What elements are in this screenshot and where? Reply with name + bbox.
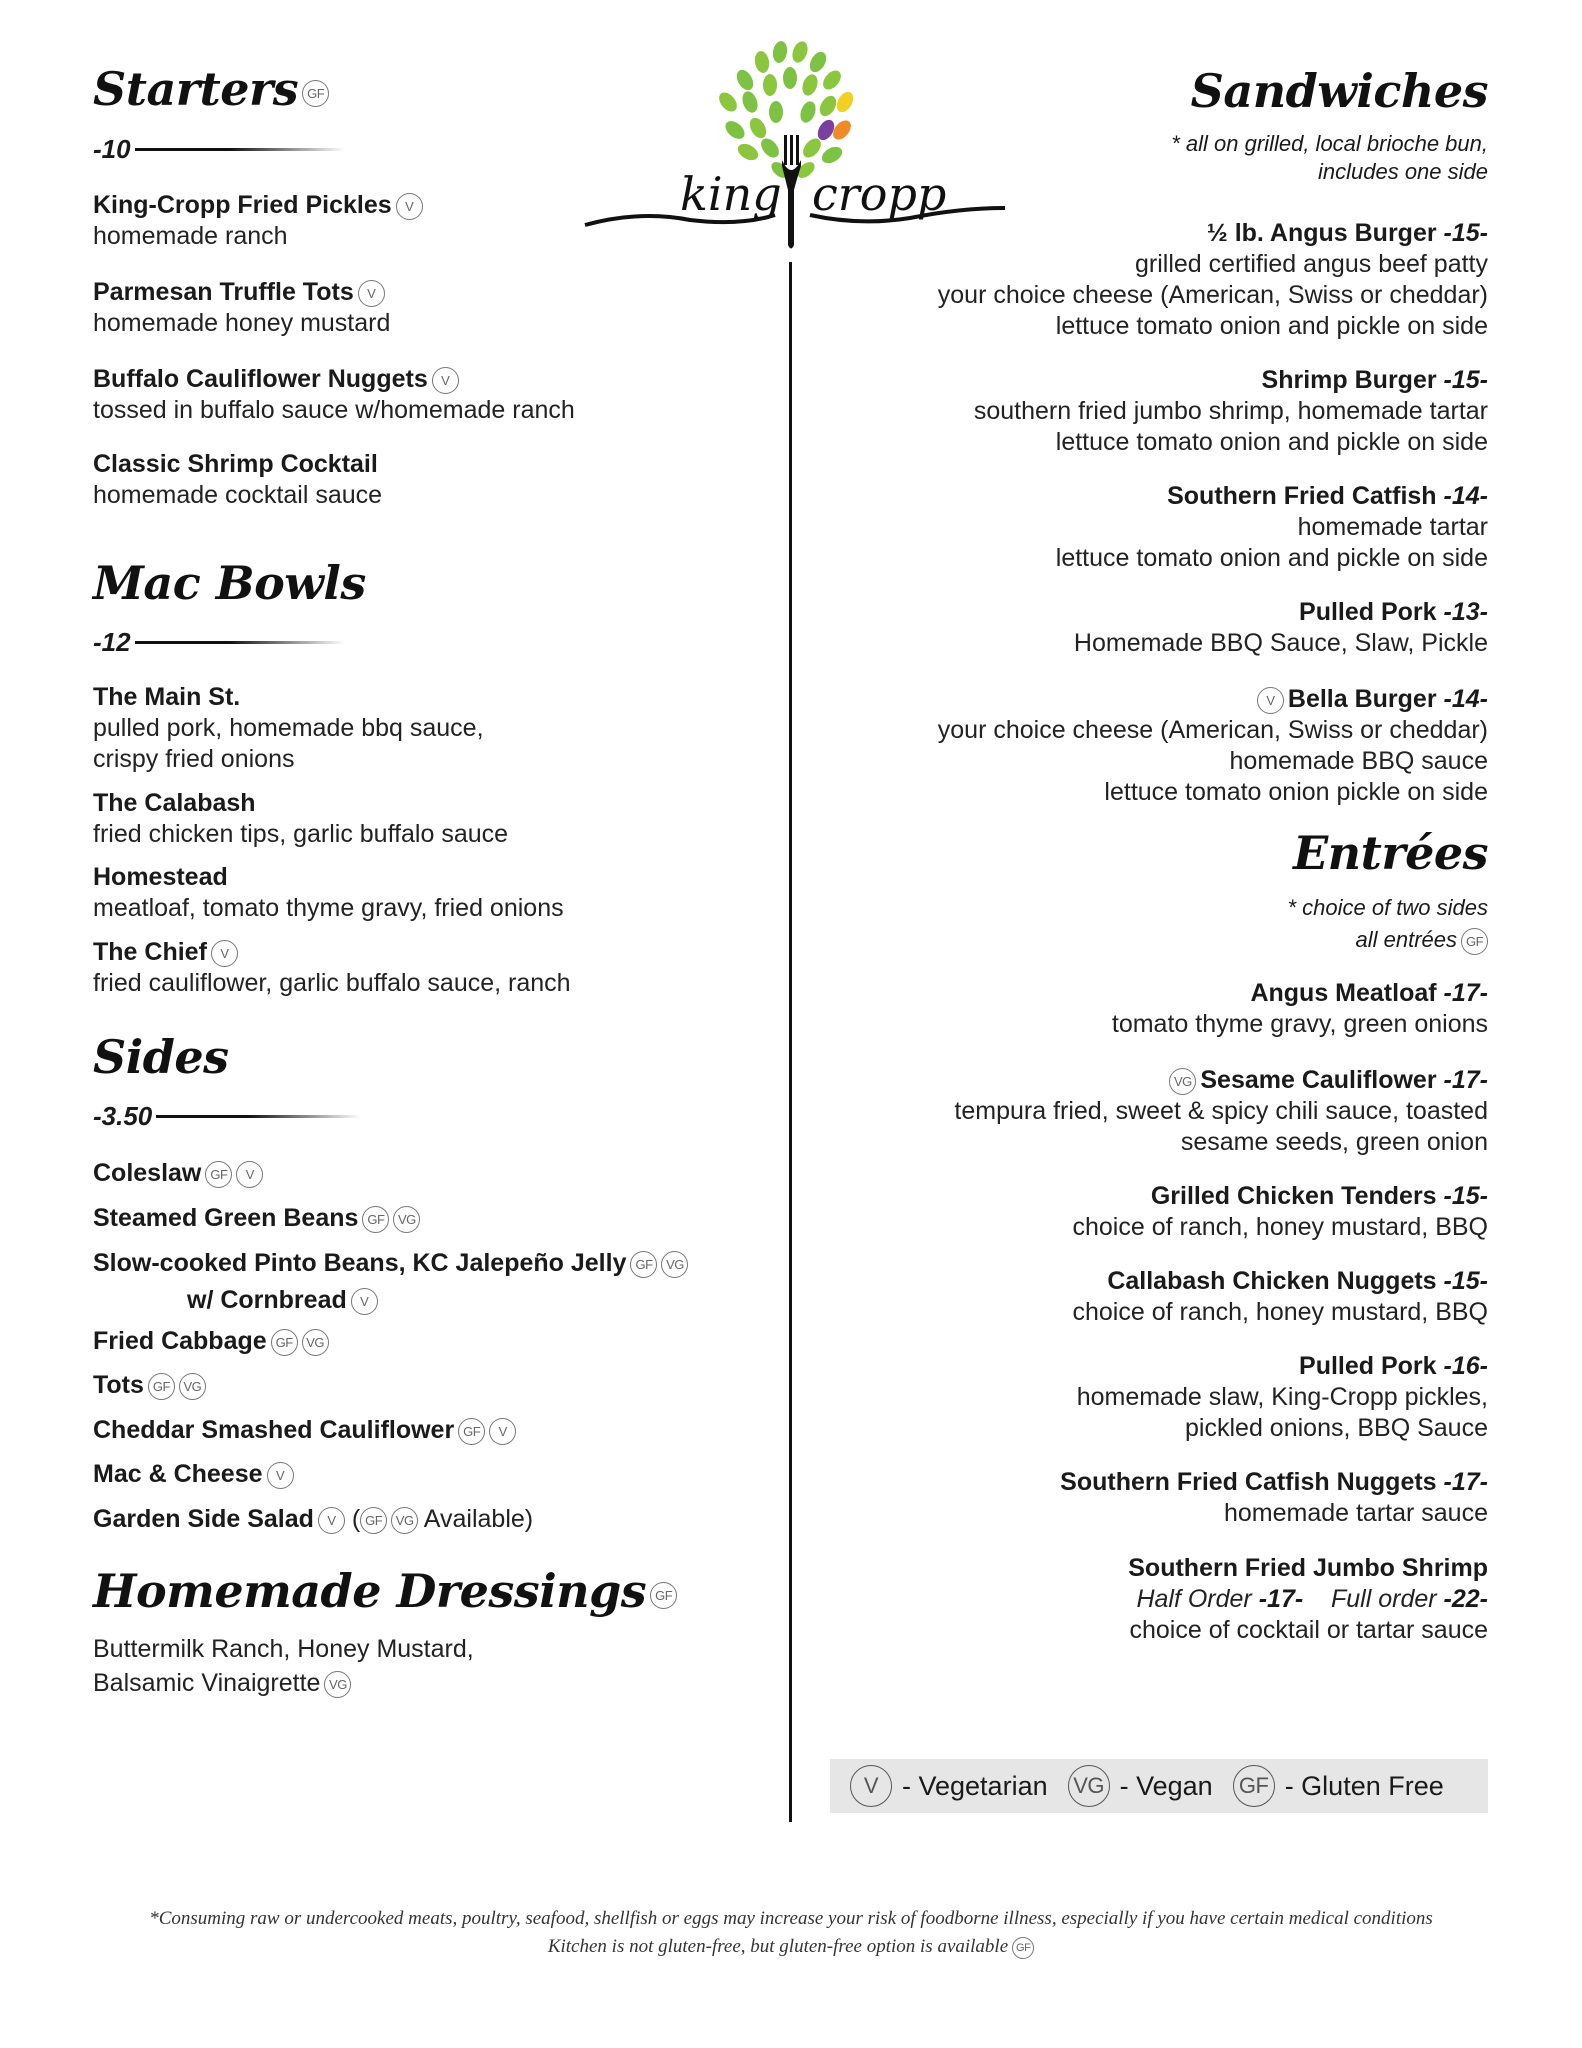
menu-item: Parmesan Truffle Tots V homemade honey mustard bbox=[93, 278, 391, 337]
menu-item: Buffalo Cauliflower Nuggets V tossed in buffalo sauce w/homemade ranch bbox=[93, 365, 575, 424]
gf-badge-icon: GF bbox=[630, 1251, 657, 1278]
gf-badge-icon: GF bbox=[362, 1206, 389, 1233]
gf-badge-icon: GF bbox=[458, 1418, 485, 1445]
v-badge-icon: V bbox=[1257, 687, 1284, 714]
v-badge-icon: V bbox=[351, 1288, 378, 1315]
mac-bowls-price: -12 bbox=[93, 627, 345, 658]
menu-item: Southern Fried Jumbo Shrimp Half Order -17- Full order -22- choice of cocktail or tartar sauce bbox=[1128, 1554, 1488, 1644]
entrees-note: * choice of two sides all entrées GF bbox=[1287, 892, 1488, 956]
v-badge-icon: V bbox=[432, 367, 459, 394]
gf-badge-icon: GF bbox=[1012, 1937, 1034, 1959]
gf-badge-icon: GF bbox=[271, 1329, 298, 1356]
column-divider bbox=[789, 262, 792, 1822]
v-badge-icon: V bbox=[396, 193, 423, 220]
gf-badge-icon: GF bbox=[205, 1161, 232, 1188]
menu-item: Pulled Pork -16- homemade slaw, King-Cropp pickles, pickled onions, BBQ Sauce bbox=[1076, 1352, 1488, 1442]
logo-word-cropp: cropp bbox=[812, 167, 947, 221]
gf-badge-icon: GF bbox=[148, 1373, 175, 1400]
vg-badge-icon: VG bbox=[179, 1373, 206, 1400]
vg-badge-icon: VG bbox=[1169, 1068, 1196, 1095]
v-badge-icon: V bbox=[211, 940, 238, 967]
gf-badge-icon: GF bbox=[1233, 1765, 1275, 1807]
menu-item: Southern Fried Catfish Nuggets -17- homemade tartar sauce bbox=[1060, 1468, 1488, 1527]
vg-badge-icon: VG bbox=[393, 1206, 420, 1233]
menu-item: Shrimp Burger -15- southern fried jumbo shrimp, homemade tartar lettuce tomato onion and pickle on side bbox=[973, 366, 1488, 456]
side-item: Coleslaw GF V bbox=[93, 1158, 263, 1189]
dietary-legend: V - Vegetarian VG - Vegan GF - Gluten Free bbox=[830, 1759, 1488, 1813]
starters-price: -10 bbox=[93, 134, 345, 165]
v-badge-icon: V bbox=[358, 280, 385, 307]
menu-item: Homestead meatloaf, tomato thyme gravy, fried onions bbox=[93, 863, 564, 922]
menu-item: The Chief V fried cauliflower, garlic buffalo sauce, ranch bbox=[93, 938, 571, 997]
side-item: Steamed Green Beans GF VG bbox=[93, 1203, 420, 1234]
sandwiches-note: * all on grilled, local brioche bun, includes one side bbox=[1171, 131, 1488, 184]
sides-price: -3.50 bbox=[93, 1101, 361, 1132]
dressings-title: Homemade Dressings GF bbox=[93, 1564, 677, 1618]
dressings-list: Buttermilk Ranch, Honey Mustard, Balsamic Vinaigrette VG bbox=[93, 1635, 474, 1697]
gf-badge-icon: GF bbox=[650, 1582, 677, 1609]
vg-badge-icon: VG bbox=[391, 1507, 418, 1534]
footer-gluten-note: Kitchen is not gluten-free, but gluten-free option is available GF bbox=[0, 1936, 1582, 1959]
vg-badge-icon: VG bbox=[302, 1329, 329, 1356]
side-item: Cheddar Smashed Cauliflower GF V bbox=[93, 1415, 516, 1446]
menu-item: VG Sesame Cauliflower -17- tempura fried, sweet & spicy chili sauce, toasted sesame seeds, green onion bbox=[954, 1066, 1488, 1156]
menu-item: V Bella Burger -14- your choice cheese (American, Swiss or cheddar) homemade BBQ sauce lettuce tomato onion pickle on side bbox=[937, 685, 1488, 806]
logo-word-king: king bbox=[680, 167, 782, 221]
v-badge-icon: V bbox=[850, 1765, 892, 1807]
gf-badge-icon: GF bbox=[360, 1507, 387, 1534]
sides-title: Sides bbox=[93, 1030, 229, 1084]
menu-item: The Main St. pulled pork, homemade bbq sauce, crispy fried onions bbox=[93, 683, 484, 773]
menu-item: Grilled Chicken Tenders -15- choice of ranch, honey mustard, BBQ bbox=[1072, 1182, 1488, 1241]
menu-item: King-Cropp Fried Pickles V homemade ranch bbox=[93, 190, 423, 252]
entrees-title: Entrées bbox=[1293, 826, 1488, 880]
mac-bowls-title: Mac Bowls bbox=[93, 556, 366, 610]
side-item: w/ Cornbread V bbox=[187, 1285, 378, 1316]
menu-item: Pulled Pork -13- Homemade BBQ Sauce, Slaw, Pickle bbox=[1073, 598, 1488, 657]
vg-badge-icon: VG bbox=[1068, 1765, 1110, 1807]
vg-badge-icon: VG bbox=[661, 1251, 688, 1278]
menu-item: The Calabash fried chicken tips, garlic buffalo sauce bbox=[93, 789, 509, 848]
sandwiches-title: Sandwiches bbox=[1190, 64, 1488, 118]
v-badge-icon: V bbox=[318, 1507, 345, 1534]
side-item: Fried Cabbage GF VG bbox=[93, 1326, 329, 1357]
v-badge-icon: V bbox=[236, 1161, 263, 1188]
gf-badge-icon: GF bbox=[1461, 928, 1488, 955]
starters-title: Starters GF bbox=[93, 62, 329, 116]
menu-item: Callabash Chicken Nuggets -15- choice of ranch, honey mustard, BBQ bbox=[1072, 1267, 1488, 1326]
v-badge-icon: V bbox=[489, 1418, 516, 1445]
footer-disclaimer: *Consuming raw or undercooked meats, poultry, seafood, shellfish or eggs may increase your risk of foodborne illness, especially if you have certain medical conditions bbox=[149, 1908, 1433, 1929]
menu-item: Classic Shrimp Cocktail homemade cocktail sauce bbox=[93, 450, 383, 509]
side-item: Garden Side Salad V ( GF VG Available) bbox=[93, 1505, 534, 1533]
side-item: Slow-cooked Pinto Beans, KC Jalepeño Jelly GF VG bbox=[93, 1248, 688, 1279]
menu-item: Southern Fried Catfish -14- homemade tartar lettuce tomato onion and pickle on side bbox=[1055, 482, 1488, 572]
gf-badge-icon: GF bbox=[302, 80, 329, 107]
menu-item: ½ lb. Angus Burger -15- grilled certified angus beef patty your choice cheese (American, Swiss or cheddar) lettuce tomato onion and pickle on side bbox=[937, 219, 1488, 340]
v-badge-icon: V bbox=[267, 1462, 294, 1489]
side-item: Mac & Cheese V bbox=[93, 1459, 294, 1490]
side-item: Tots GF VG bbox=[93, 1370, 206, 1401]
vg-badge-icon: VG bbox=[324, 1671, 351, 1698]
menu-item: Angus Meatloaf -17- tomato thyme gravy, green onions bbox=[1111, 979, 1488, 1038]
